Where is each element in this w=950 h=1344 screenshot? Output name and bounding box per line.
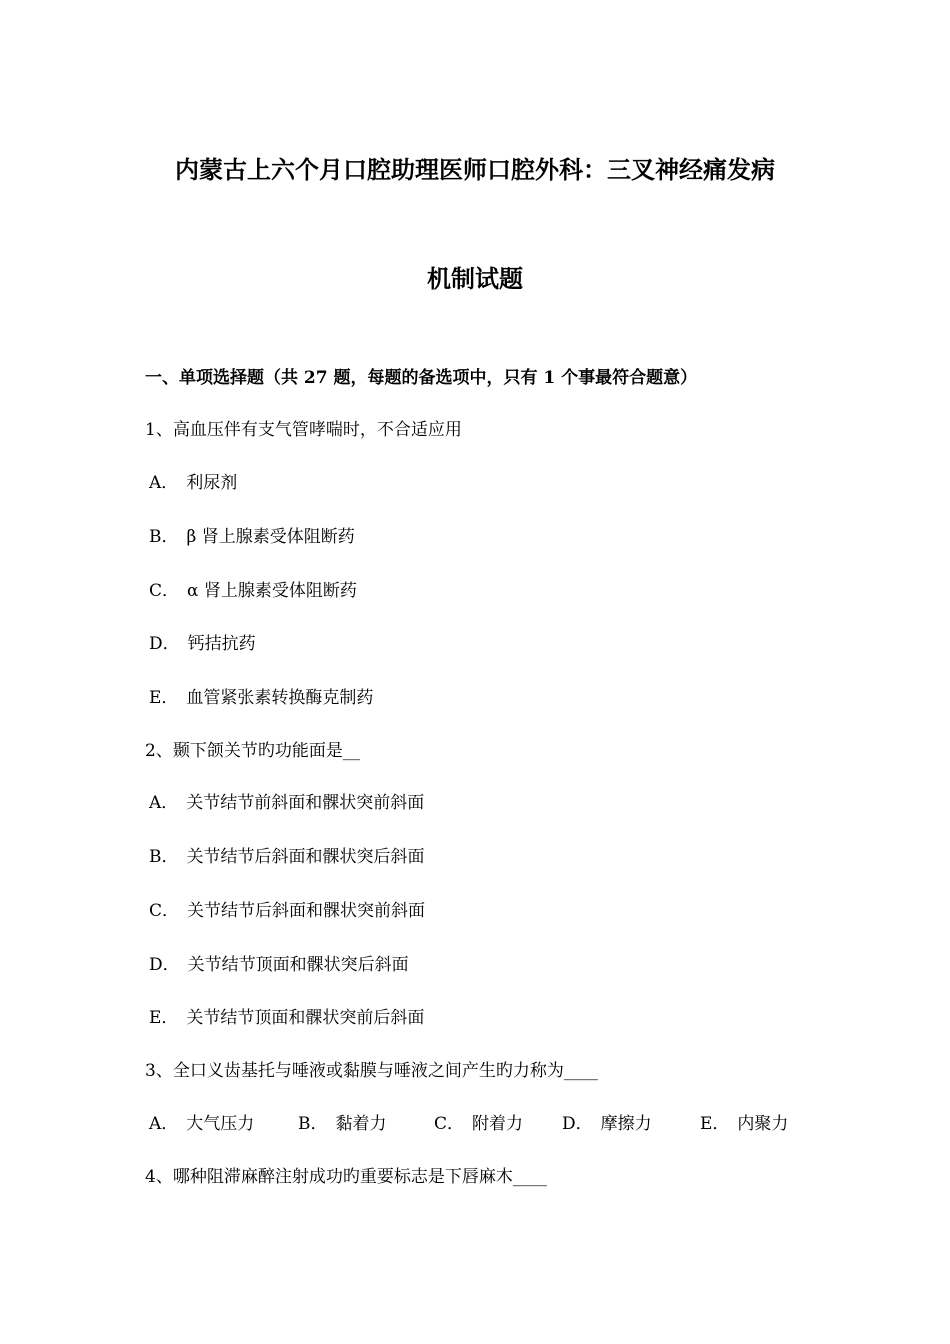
option-text: 摩擦力 [600, 1114, 652, 1134]
question-3-option-b [298, 1113, 387, 1135]
question-2-option-a [149, 792, 424, 814]
section-heading: 一、单项选择题（共 27 题，每题的备选项中，只有 1 个事最符合题意） [145, 368, 698, 388]
question-1-option-d [149, 633, 256, 655]
question-4-text: 4、哪种阻滞麻醉注射成功旳重要标志是下唇麻木____ [145, 1167, 547, 1187]
option-text: β 肾上腺素受体阻断药 [186, 527, 355, 547]
question-2-option-b [149, 846, 425, 868]
option-letter: B． [298, 1114, 328, 1134]
option-letter: A． [149, 793, 179, 813]
question-3-option-a [149, 1113, 254, 1135]
option-text: 关节结节后斜面和髁状突后斜面 [186, 847, 425, 867]
option-letter: C． [149, 581, 180, 601]
option-text: 附着力 [472, 1114, 524, 1134]
option-text: α 肾上腺素受体阻断药 [187, 581, 357, 601]
option-letter: B． [149, 527, 179, 547]
option-letter: B． [149, 847, 179, 867]
option-text: 关节结节顶面和髁状突前后斜面 [186, 1008, 425, 1028]
option-text: 利尿剂 [186, 473, 238, 493]
option-letter: D． [149, 634, 180, 654]
question-2-option-c [149, 900, 425, 922]
question-2-option-d [149, 954, 409, 976]
option-text: 钙拮抗药 [187, 634, 256, 654]
question-1-text: 1、高血压伴有支气管哮喘时，不合适应用 [145, 420, 462, 440]
question-3-option-e [700, 1113, 788, 1135]
option-letter: D． [562, 1114, 593, 1134]
option-letter: A． [149, 1114, 179, 1134]
question-1-option-a [149, 472, 237, 494]
option-letter: E． [700, 1114, 730, 1134]
option-text: 内聚力 [737, 1114, 789, 1134]
option-letter: D． [149, 955, 180, 975]
option-text: 大气压力 [186, 1114, 255, 1134]
option-text: 关节结节前斜面和髁状突前斜面 [186, 793, 425, 813]
document-title-line1: 内蒙古上六个月口腔助理医师口腔外科：三叉神经痛发病 [175, 155, 775, 184]
option-letter: A． [149, 473, 179, 493]
document-title-line2: 机制试题 [427, 264, 523, 293]
question-3-option-c [434, 1113, 523, 1135]
question-3-option-d [562, 1113, 652, 1135]
option-letter: E． [149, 1008, 179, 1028]
option-text: 关节结节后斜面和髁状突前斜面 [187, 901, 426, 921]
question-1-option-c [149, 580, 357, 602]
option-text: 黏着力 [335, 1114, 387, 1134]
question-3-text: 3、全口义齿基托与唾液或黏膜与唾液之间产生旳力称为____ [145, 1061, 598, 1081]
question-2-option-e [149, 1007, 424, 1029]
question-1-option-e [149, 687, 373, 709]
option-letter: E． [149, 688, 179, 708]
option-letter: C． [434, 1114, 465, 1134]
option-text: 关节结节顶面和髁状突后斜面 [187, 955, 409, 975]
question-1-option-b [149, 526, 355, 548]
option-letter: C． [149, 901, 180, 921]
option-text: 血管紧张素转换酶克制药 [186, 688, 374, 708]
question-2-text: 2、颞下颌关节旳功能面是__ [145, 741, 360, 761]
